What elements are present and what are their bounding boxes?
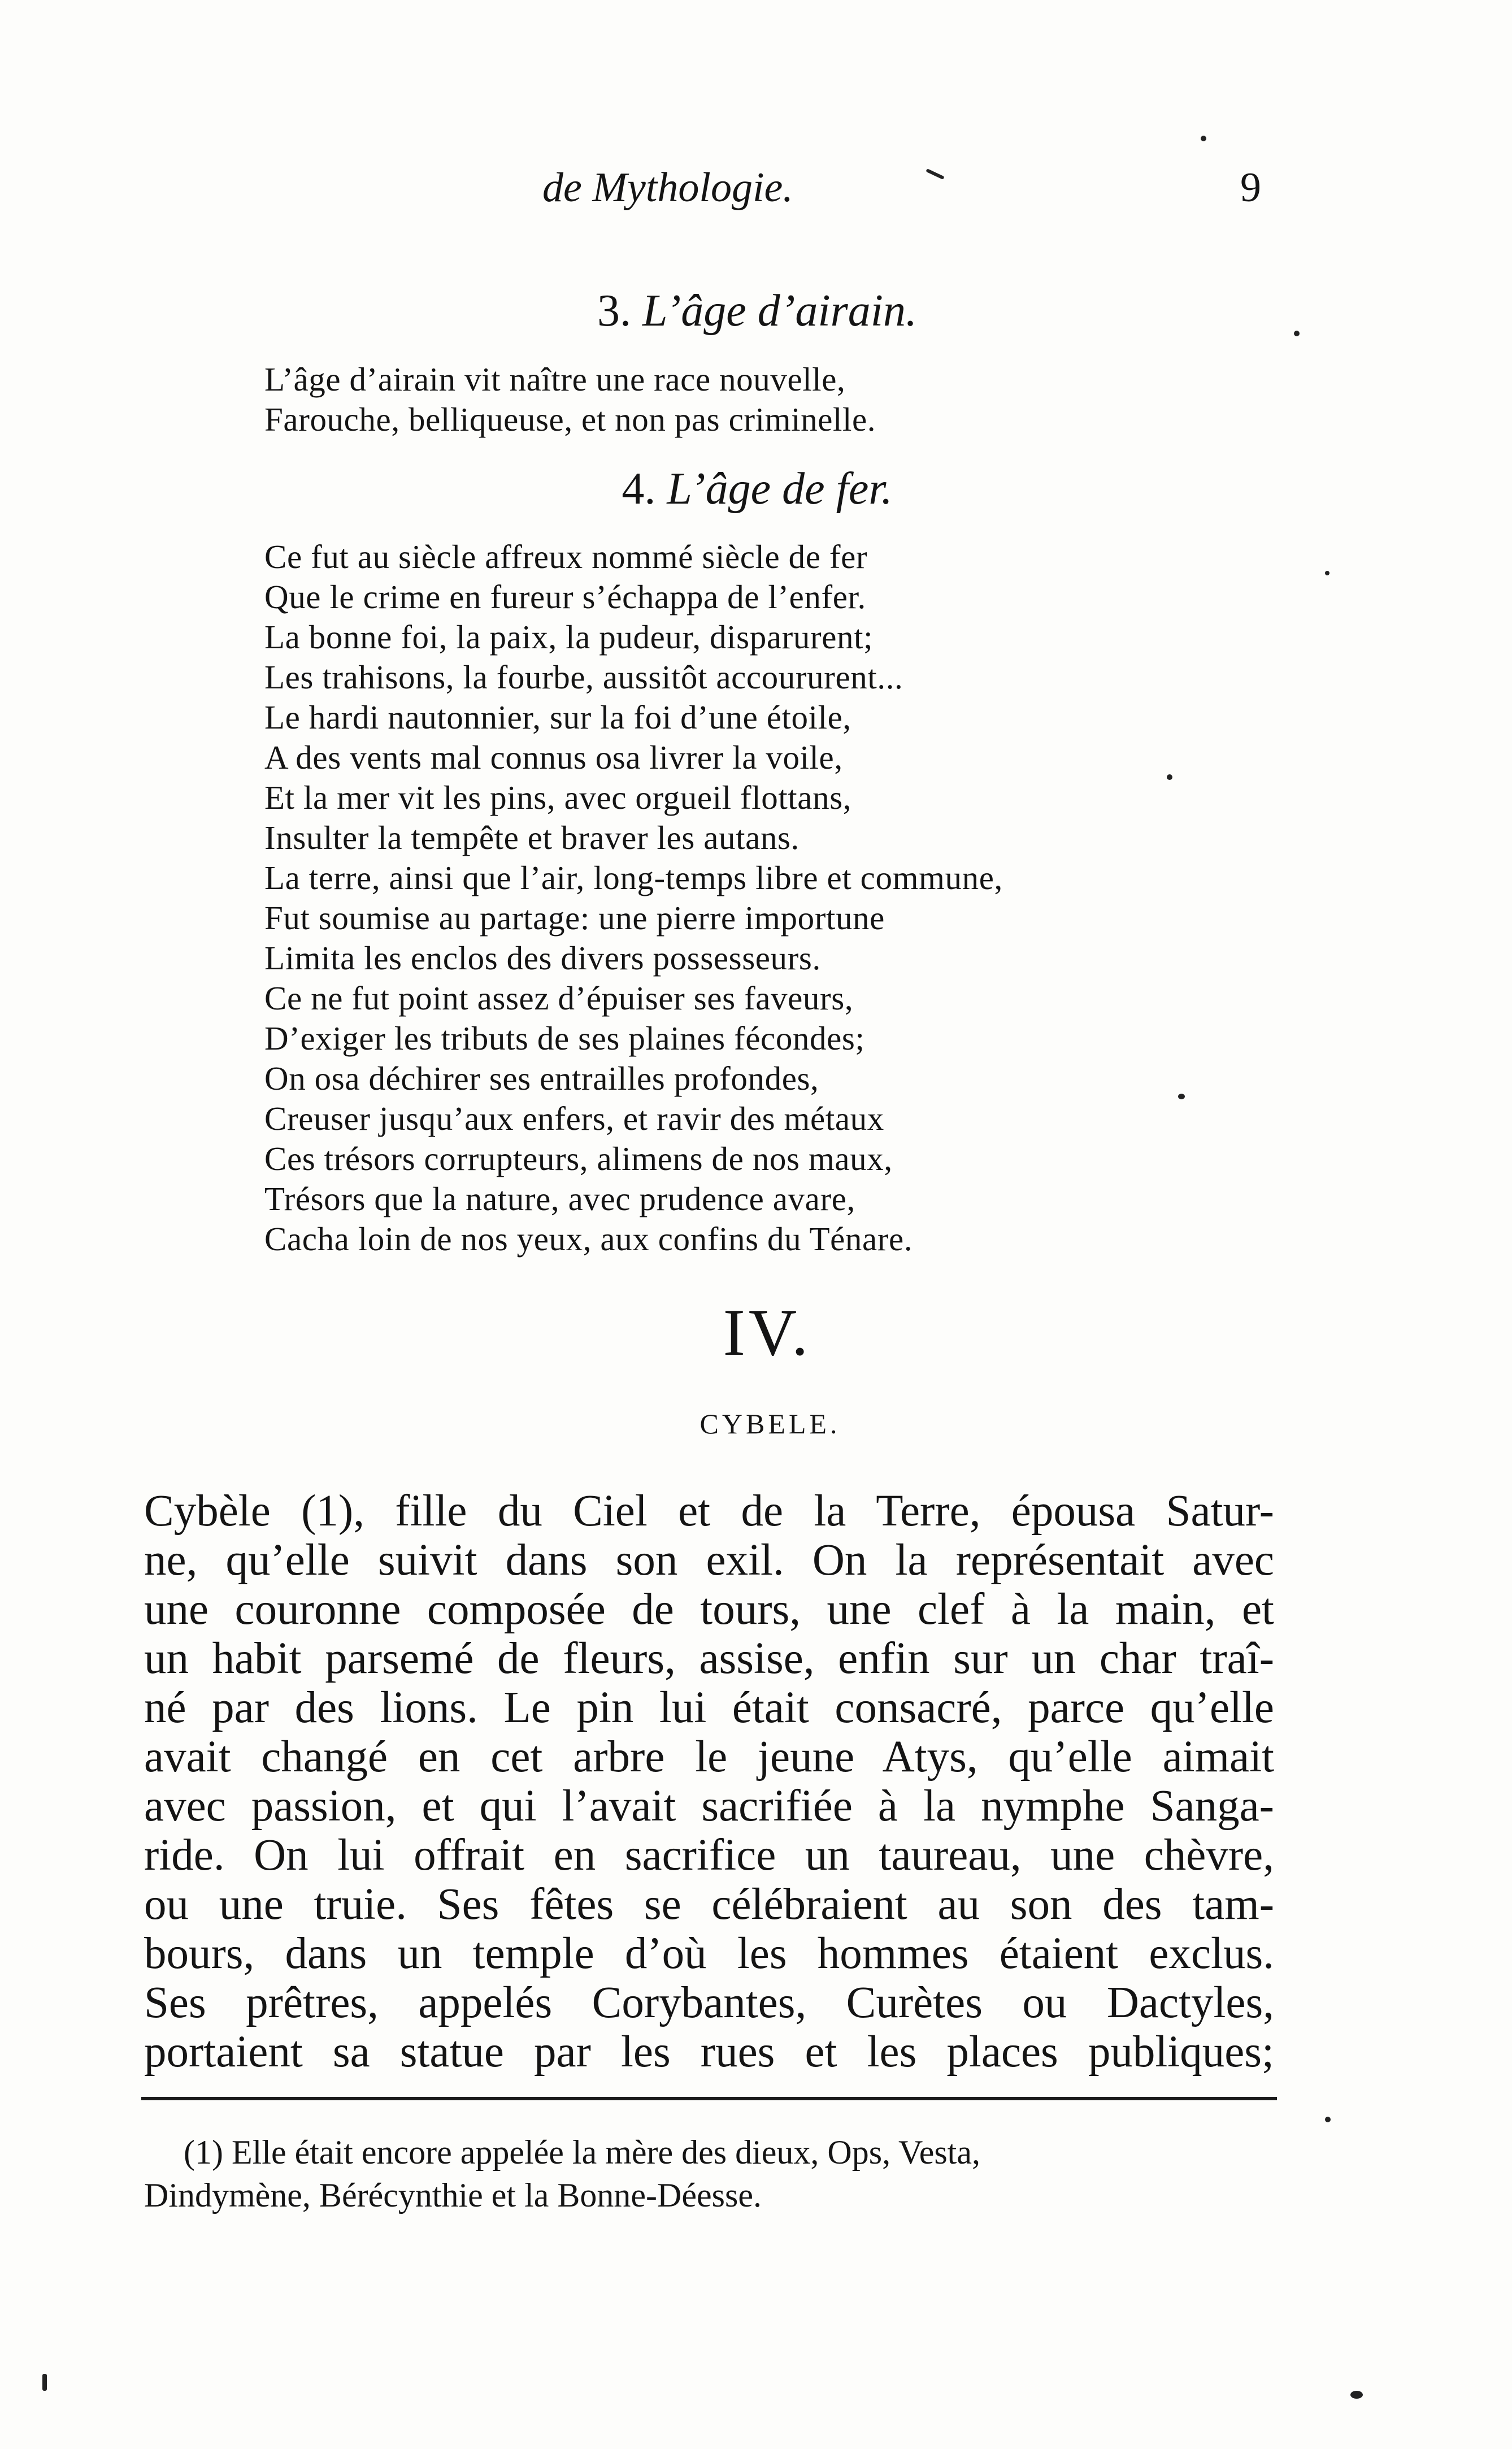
body-line: avait changé en cet arbre le jeune Atys, qu’elle aimait (144, 1732, 1274, 1782)
footnote-rule (141, 2097, 1277, 2100)
verse-line: Creuser jusqu’aux enfers, et ravir des métaux (264, 1100, 884, 1137)
body-line: une couronne composée de tours, une clef à la main, et (144, 1585, 1274, 1634)
verse-line: Les trahisons, la fourbe, aussitôt accoururent... (264, 658, 903, 696)
section-4-number: 4. (622, 464, 656, 514)
verse-line: Fut soumise au partage: une pierre importune (264, 899, 885, 937)
body-paragraph (144, 1486, 1274, 2077)
running-head (0, 164, 1512, 226)
verse-line: Farouche, belliqueuse, et non pas criminelle. (264, 401, 876, 438)
section-3-verse (264, 359, 876, 440)
scan-speck (1325, 571, 1329, 575)
body-line: Cybèle (1), fille du Ciel et de la Terre, épousa Satur- (144, 1486, 1274, 1536)
verse-line: Trésors que la nature, avec prudence avare, (264, 1180, 855, 1217)
body-line: avec passion, et qui l’avait sacrifiée à la nymphe Sanga- (144, 1782, 1274, 1831)
verse-line: Le hardi nautonnier, sur la foi d’une étoile, (264, 699, 851, 736)
chapter-title: CYBELE. (699, 1408, 841, 1440)
section-3-heading (305, 285, 1209, 337)
verse-line: A des vents mal connus osa livrer la voile, (264, 739, 843, 776)
section-3-title: L’âge d’airain. (642, 286, 917, 336)
section-3-number: 3. (597, 286, 632, 336)
section-4-verse (264, 537, 1003, 1259)
verse-line: Ce fut au siècle affreux nommé siècle de fer (264, 538, 868, 575)
verse-line: D’exiger les tributs de ses plaines fécondes; (264, 1020, 865, 1057)
footnote-line: (1) Elle était encore appelée la mère des dieux, Ops, Vesta, (184, 2134, 980, 2171)
scan-speck (42, 2374, 47, 2391)
verse-line: Ces trésors corrupteurs, alimens de nos maux, (264, 1140, 893, 1177)
verse-line: Et la mer vit les pins, avec orgueil flottans, (264, 779, 852, 816)
body-line: ou une truie. Ses fêtes se célébraient au son des tam- (144, 1880, 1274, 1929)
body-line: ne, qu’elle suivit dans son exil. On la représentait avec (144, 1536, 1274, 1585)
section-4-heading (305, 463, 1209, 515)
chapter-numeral: IV. (723, 1295, 812, 1369)
scan-speck (1350, 2391, 1363, 2399)
scan-speck (1201, 136, 1206, 141)
verse-line: La terre, ainsi que l’air, long-temps libre et commune, (264, 859, 1003, 896)
verse-line: On osa déchirer ses entrailles profondes, (264, 1060, 819, 1097)
scan-speck (1294, 331, 1300, 336)
verse-line: La bonne foi, la paix, la pudeur, disparurent; (264, 618, 874, 656)
body-line: un habit parsemé de fleurs, assise, enfin sur un char traî- (144, 1634, 1274, 1683)
body-line: né par des lions. Le pin lui était consacré, parce qu’elle (144, 1683, 1274, 1732)
page-number: 9 (1240, 164, 1261, 211)
verse-line: Ce ne fut point assez d’épuiser ses faveurs, (264, 979, 854, 1017)
body-line: Ses prêtres, appelés Corybantes, Curètes ou Dactyles, (144, 1978, 1274, 2027)
verse-line: Que le crime en fureur s’échappa de l’enfer. (264, 578, 866, 615)
verse-line: Limita les enclos des divers possesseurs. (264, 939, 821, 977)
verse-line: L’âge d’airain vit naître une race nouvelle, (264, 361, 846, 398)
body-line: bours, dans un temple d’où les hommes étaient exclus. (144, 1929, 1274, 1978)
section-4-title: L’âge de fer. (667, 464, 893, 514)
scan-speck (1325, 2117, 1331, 2122)
body-line: portaient sa statue par les rues et les places publiques; (144, 2027, 1274, 2077)
verse-line: Insulter la tempête et braver les autans. (264, 819, 800, 856)
body-line: ride. On lui offrait en sacrifice un taureau, une chèvre, (144, 1831, 1274, 1880)
footnote (144, 2131, 1280, 2217)
verse-line: Cacha loin de nos yeux, aux confins du Ténare. (264, 1220, 913, 1258)
running-title: de Mythologie. (542, 164, 793, 211)
scan-speck (1178, 1094, 1185, 1099)
footnote-line: Dindymène, Bérécynthie et la Bonne-Déesse. (144, 2177, 762, 2214)
scan-speck (1167, 774, 1172, 780)
